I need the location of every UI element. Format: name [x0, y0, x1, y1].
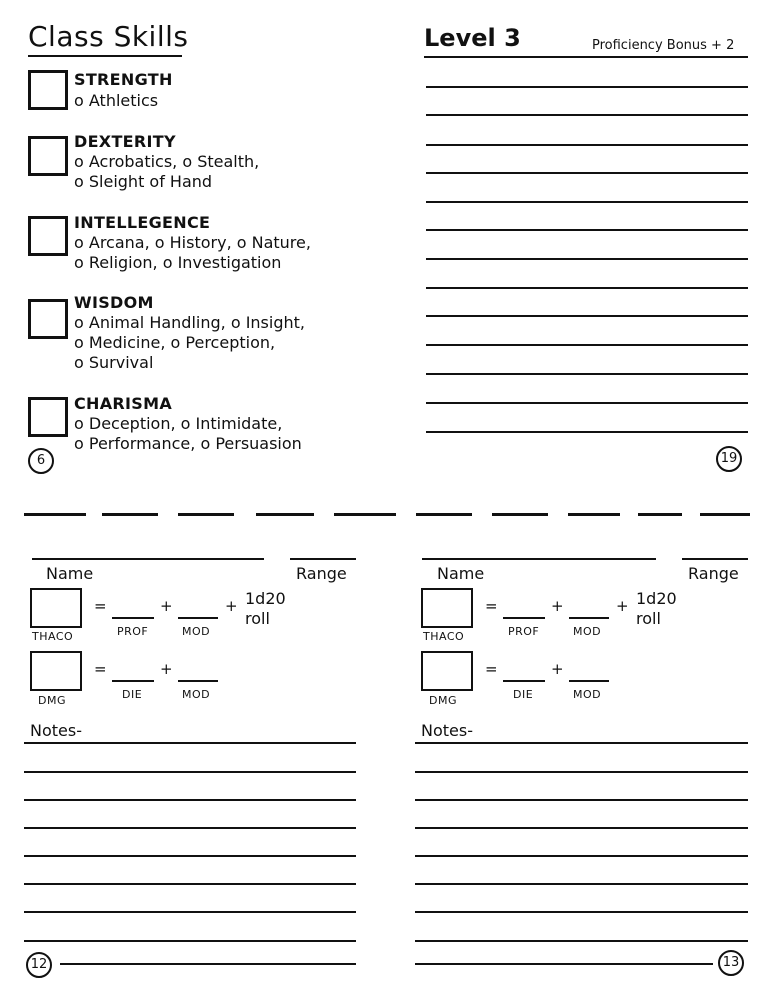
writing-line[interactable] [426, 402, 748, 404]
roll-label: 1d20 [636, 589, 677, 608]
mod-label: MOD [182, 625, 211, 638]
dmg-box[interactable] [421, 651, 473, 691]
notes-line[interactable] [415, 911, 748, 913]
skill-line: o Athletics [74, 91, 159, 110]
writing-line[interactable] [426, 172, 748, 174]
strength-checkbox[interactable] [28, 70, 68, 110]
die-line[interactable] [503, 680, 545, 682]
roll-label: 1d20 [245, 589, 286, 608]
prof-label: PROF [117, 625, 149, 638]
cut-dash [178, 513, 234, 516]
prof-label: PROF [508, 625, 540, 638]
notes-line[interactable] [415, 827, 748, 829]
notes-line[interactable] [24, 883, 356, 885]
writing-line[interactable] [426, 144, 748, 146]
range-label: Range [688, 564, 739, 583]
die-line[interactable] [112, 680, 154, 682]
plus-sign: + [551, 597, 564, 615]
mod-line[interactable] [569, 617, 609, 619]
mod-label: MOD [182, 688, 211, 701]
plus-sign: + [616, 597, 629, 615]
writing-line[interactable] [426, 315, 748, 317]
mod-line[interactable] [569, 680, 609, 682]
skill-line: o Sleight of Hand [74, 172, 213, 191]
notes-line[interactable] [415, 771, 748, 773]
writing-line[interactable] [426, 114, 748, 116]
notes-line[interactable] [415, 742, 748, 744]
notes-line[interactable] [24, 742, 356, 744]
cut-dash [638, 513, 682, 516]
skill-line: o Deception, o Intimidate, [74, 414, 283, 433]
proficiency-bonus: Proficiency Bonus + 2 [592, 38, 735, 53]
page-number-right: 19 [716, 446, 742, 472]
skill-line: o Performance, o Persuasion [74, 434, 302, 453]
die-label: DIE [122, 688, 143, 701]
mod-line[interactable] [178, 680, 218, 682]
skill-line: o Survival [74, 353, 154, 372]
notes-line[interactable] [415, 855, 748, 857]
wisdom-checkbox[interactable] [28, 299, 68, 339]
skill-line: o Acrobatics, o Stealth, [74, 152, 260, 171]
name-label: Name [437, 564, 485, 583]
writing-line[interactable] [426, 201, 748, 203]
notes-label: Notes- [30, 721, 82, 740]
page-number-bottom-right: 13 [718, 950, 744, 976]
skill-heading: INTELLEGENCE [74, 213, 211, 232]
dmg-box[interactable] [30, 651, 82, 691]
die-label: DIE [513, 688, 534, 701]
thaco-box[interactable] [421, 588, 473, 628]
class-skills-title: Class Skills [28, 20, 189, 53]
notes-line[interactable] [24, 911, 356, 913]
page-number-left: 6 [28, 448, 54, 474]
plus-sign: + [551, 660, 564, 678]
dmg-label: DMG [38, 694, 66, 707]
equals-sign: = [94, 660, 107, 678]
notes-line[interactable] [24, 799, 356, 801]
writing-line[interactable] [426, 287, 748, 289]
skill-heading: CHARISMA [74, 394, 173, 413]
name-line[interactable] [422, 558, 656, 560]
dmg-label: DMG [429, 694, 457, 707]
level-header-line [424, 56, 748, 58]
name-line[interactable] [32, 558, 264, 560]
plus-sign: + [160, 660, 173, 678]
skill-line: o Religion, o Investigation [74, 253, 282, 272]
notes-line[interactable] [24, 855, 356, 857]
cut-dash [492, 513, 548, 516]
writing-line[interactable] [426, 86, 748, 88]
prof-line[interactable] [503, 617, 545, 619]
level-title: Level 3 [424, 24, 521, 52]
notes-line[interactable] [415, 799, 748, 801]
skill-heading: WISDOM [74, 293, 154, 312]
mod-label: MOD [573, 688, 602, 701]
roll-label: roll [245, 609, 270, 628]
thaco-box[interactable] [30, 588, 82, 628]
thaco-label: THACO [32, 630, 74, 643]
skill-line: o Arcana, o History, o Nature, [74, 233, 311, 252]
skill-heading: DEXTERITY [74, 132, 176, 151]
name-label: Name [46, 564, 94, 583]
cut-dash [24, 513, 86, 516]
roll-label: roll [636, 609, 661, 628]
skill-heading: STRENGTH [74, 70, 173, 89]
title-underline [28, 55, 182, 57]
equals-sign: = [94, 597, 107, 615]
cut-dash [700, 513, 750, 516]
cut-dash [568, 513, 620, 516]
mod-line[interactable] [178, 617, 218, 619]
equals-sign: = [485, 597, 498, 615]
cut-dash [334, 513, 396, 516]
mod-label: MOD [573, 625, 602, 638]
notes-line[interactable] [24, 827, 356, 829]
writing-line[interactable] [426, 229, 748, 231]
notes-line[interactable] [24, 940, 356, 942]
plus-sign: + [160, 597, 173, 615]
range-label: Range [296, 564, 347, 583]
notes-line[interactable] [415, 963, 713, 965]
skill-line: o Medicine, o Perception, [74, 333, 276, 352]
notes-line[interactable] [60, 963, 356, 965]
charisma-checkbox[interactable] [28, 397, 68, 437]
notes-line[interactable] [24, 771, 356, 773]
plus-sign: + [225, 597, 238, 615]
notes-label: Notes- [421, 721, 473, 740]
skill-line: o Animal Handling, o Insight, [74, 313, 305, 332]
cut-dash [256, 513, 314, 516]
equals-sign: = [485, 660, 498, 678]
page-number-bottom-left: 12 [26, 952, 52, 978]
notes-line[interactable] [415, 940, 748, 942]
notes-line[interactable] [415, 883, 748, 885]
prof-line[interactable] [112, 617, 154, 619]
writing-line[interactable] [426, 344, 748, 346]
thaco-label: THACO [423, 630, 465, 643]
cut-dash [416, 513, 472, 516]
writing-line[interactable] [426, 258, 748, 260]
range-line[interactable] [682, 558, 748, 560]
intellegence-checkbox[interactable] [28, 216, 68, 256]
writing-line[interactable] [426, 373, 748, 375]
range-line[interactable] [290, 558, 356, 560]
writing-line[interactable] [426, 431, 748, 433]
cut-dash [102, 513, 158, 516]
dexterity-checkbox[interactable] [28, 136, 68, 176]
